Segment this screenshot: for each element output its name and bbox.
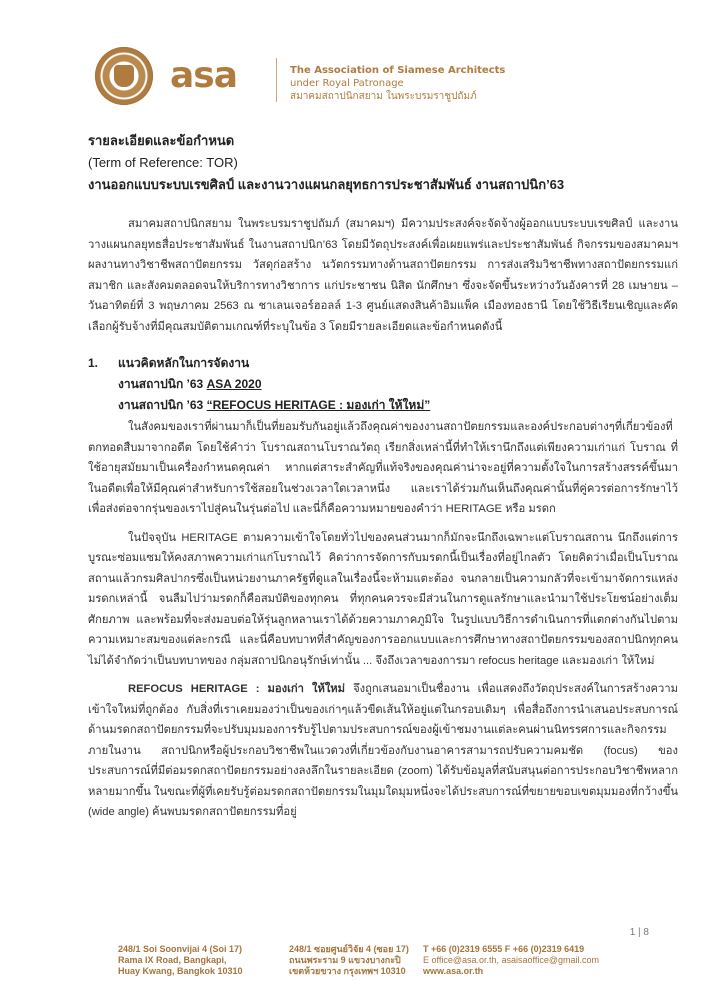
footer-address-en [118,944,243,977]
section-number: 1. [88,356,99,370]
asa-logo: asa [170,55,238,96]
address-line: Huay Kwang, Bangkok 10310 [118,966,243,976]
event-name-prefix: งานสถาปนิก ’63 [118,377,207,391]
event-name-line [88,374,678,395]
address-line: Rama IX Road, Bangkapi, [118,955,227,965]
seal-emblem [114,65,134,87]
address-line: 248/1 Soi Soonvijai 4 (Soi 17) [118,944,243,954]
address-line: ถนนพระราม 9 แขวงบางกะปิ [289,955,401,965]
section-title: แนวคิดหลักในการจัดงาน [118,356,250,370]
event-theme-prefix: งานสถาปนิก ’63 [118,398,207,412]
body-paragraph-2: ในปัจจุบัน HERITAGE ตามความเข้าใจโดยทั่วไปของคนส่วนมากก็มักจะนึกถึงเฉพาะแต่โบราณสถาน นึกถึงแต่การบูรณะซ่อมแซมให้คงสภาพความเก่าแก่โบราณไว้ คิดว่าการจัดการกับมรดกนี้เป็นเรื่องที่อยู่ไกลตัว โดยคิดว่าเมื่อเป็นโบราณสถานแล้วกรมศิลปากรซึ่งเป็นหน่วยงานภาครัฐที่ดูแลในเรื่องนี้จะห้ามแตะต้อง จนกลายเป็นความกลัวที่จะเข้ามาจัดการแหล่งมรดกเหล่านี้ จนลืมไปว่ามรดกก็คือสมบัติของทุกคน ที่ทุกคนควรจะมีส่วนในการดูแลรักษาและนำมาใช้ประโยชน์อย่างเต็มศักยภาพ และพร้อมที่จะส่งมอบต่อให้รุ่นลูกหลานเราได้ด้วยความภาคภูมิใจ ในรูปแบบวิธีการดำเนินการที่แตกต่างกันไปตามความเหมาะสมของแต่ละกรณี และนี่คือบทบาทที่สำคัญของการออกแบบและการศึกษาทางสถาปัตยกรรมของสถาปนิกทุกคน ไม่ได้จำกัดว่าเป็นบทบาทของ กลุ่มสถาปนิกอนุรักษ์เท่านั้น ... จึงถึงเวลาของการมา refocus heritage และมองเก่า ให้ใหม่ [88,531,678,667]
phone-fax: T +66 (0)2319 6555 F +66 (0)2319 6419 [423,944,585,954]
refocus-heritage-lead: REFOCUS HERITAGE : มองเก่า ให้ใหม่ [128,683,346,695]
event-theme-line [88,395,678,416]
footer-address-th [289,944,409,977]
project-title: งานออกแบบระบบเรขศิลป์ และงานวางแผนกลยุทธการประชาสัมพันธ์ งานสถาปนิก’63 [88,177,565,192]
body-paragraph-1: ในสังคมของเราที่ผ่านมาก็เป็นที่ยอมรับกันอยู่แล้วถึงคุณค่าของงานสถาปัตยกรรมและองค์ประกอบต่างๆที่เกี่ยวข้องที่ตกทอดสืบมาจากอดีต โดยใช้คำว่า โบราณสถานโบราณวัตถุ เรียกสิ่งเหล่านี้ที่ทำให้เรานึกถึงแต่เพียงความเก่าแก่ โบราณ ที่ใช้อายุสมัยมาเป็นเครื่องกำหนดคุณค่า หากแต่สาระสำคัญที่แท้จริงของคุณค่าน่าจะอยู่ที่ความตั้งใจในการสร้างสรรค์ขึ้นมาในอดีตเพื่อให้มีคุณค่าสำหรับการใช้สอยในช่วงเวลาใดเวลาหนึ่ง และเราได้ร่วมกันเห็นถึงคุณค่านั้นที่คู่ควรต่อการรักษาไว้เพื่อส่งต่อจากรุ่นของเราไปสู่คนในรุ่นต่อไป และนี่ก็คือความหมายของคำว่า HERITAGE หรือ มรดก [88,421,678,515]
paragraph-3-text: จึงถูกเสนอมาเป็นชื่องาน เพื่อแสดงถึงวัตถุประสงค์ในการสร้างความเข้าใจใหม่ที่ถูกต้อง กับสิ่งที่เราเคยมองว่าเป็นของเก่าๆแล้วขีดเส้นให้อยู่แต่ในกรอบเดิมๆ เพื่อสื่อถึงการนำเสนอประสบการณ์ด้านมรดกสถาปัตยกรรมที่จะปรับมุมมองการรับรู้ไปตามประสบการณ์ของผู้เข้าชมงานแต่ละคนผ่านนิทรรศการและกิจกรรมภายในงาน สถาปนิกหรือผู้ประกอบวิชาชีพในแวดวงที่เกี่ยวข้องกับงานอาคารสามารถปรับความคมชัด (focus) ของประสบการณ์ที่มีต่อมรดกสถาปัตยกรรมอย่างลงลึกในรายละเอียด (zoom) ได้รับข้อมูลที่สนับสนุนต่อการประกอบวิชาชีพหลากหลายมากขึ้น ในขณะที่ผู้ที่เคยรับรู้ต่อมรดกสถาปัตยกรรมในมุมใดมุมหนึ่งจะได้ประสบการณ์ที่ขยายขอบเขตมุมมองที่กว้างขึ้น (wide angle) ค้นพบมรดกสถาปัตยกรรมที่อยู่ [88,683,678,818]
logo-divider [276,58,277,102]
body-paragraph-3 [88,679,678,823]
assoc-patronage-en: under Royal Patronage [290,78,404,89]
assoc-name-th: สมาคมสถาปนิกสยาม ในพระบรมราชูปถัมภ์ [290,91,477,102]
doc-title-en: (Term of Reference: TOR) [88,155,238,170]
section-1-heading [88,353,678,374]
refocus-heritage-link[interactable]: “REFOCUS HERITAGE : มองเก่า ให้ใหม่” [206,398,431,412]
email-link[interactable]: E office@asa.or.th, asaisaoffice@gmail.com [423,955,600,965]
doc-title-th: รายละเอียดและข้อกำหนด [88,133,235,148]
address-line: เขตห้วยขวาง กรุงเทพฯ 10310 [289,966,406,976]
royal-seal-logo [95,47,153,105]
association-name [290,64,505,103]
asa-2020-link[interactable]: ASA 2020 [206,377,262,391]
page-number: 1 | 8 [629,927,649,938]
footer-contact [423,944,599,977]
assoc-name-en: The Association of Siamese Architects [290,65,506,76]
website-link[interactable]: www.asa.or.th [423,966,484,976]
document-body [88,130,678,823]
intro-paragraph: สมาคมสถาปนิกสยาม ในพระบรมราชูปถัมภ์ (สมาคมฯ) มีความประสงค์จะจัดจ้างผู้ออกแบบระบบเรขศิลป์ และงานวางแผนกลยุทธสื่อประชาสัมพันธ์ ในงานสถาปนิก’63 โดยมีวัตถุประสงค์เพื่อเผยแพร่และประชาสัมพันธ์ กิจกรรมของสมาคมฯ ผลงานทางวิชาชีพสถาปัตยกรรม วัสดุก่อสร้าง นวัตกรรมทางด้านสถาปัตยกรรม การส่งเสริมวิชาชีพทางสถาปัตยกรรมแก่สมาชิก และสังคมตลอดจนให้บริการทางวิชาการ แก่ประชาชน นิสิต นักศึกษา ซึ่งจะจัดขึ้นระหว่างวันอังคารที่ 28 เมษายน –วันอาทิตย์ที่ 3 พฤษภาคม 2563 ณ ชาเลนเจอร์ฮอลล์ 1-3 ศูนย์แสดงสินค้าอิมแพ็ค เมืองทองธานี โดยใช้วิธีเรียนเชิญและคัดเลือกผู้รับจ้างที่มีคุณสมบัติตามเกณฑ์ที่ระบุในข้อ 3 โดยมีรายละเอียดและข้อกำหนดดังนี้ [88,218,678,333]
letterhead [0,0,707,120]
address-line: 248/1 ซอยศูนย์วิจัย 4 (ซอย 17) [289,944,409,954]
